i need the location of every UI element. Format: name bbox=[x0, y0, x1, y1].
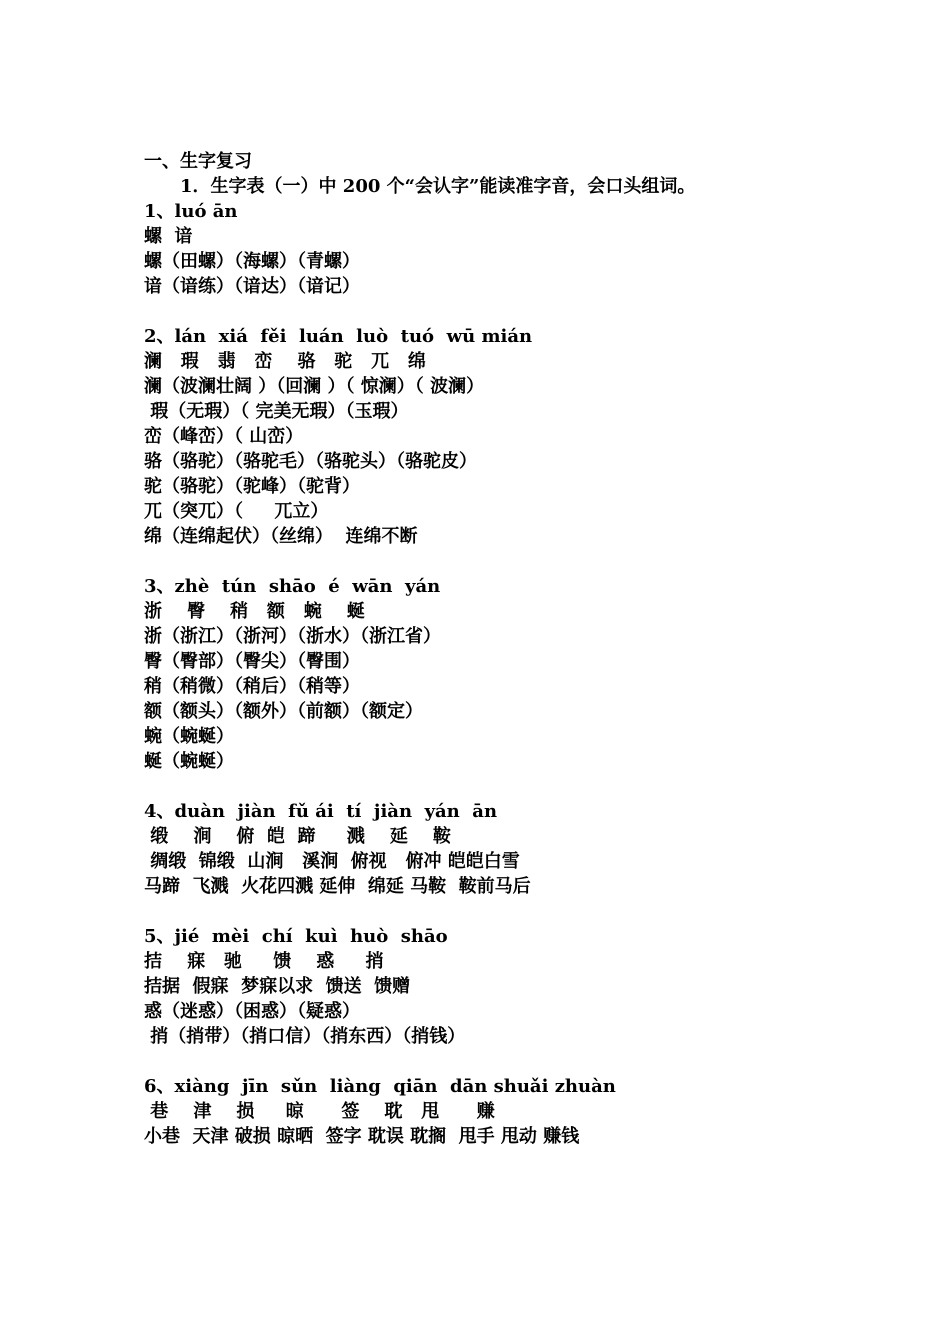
pinyin-line: 3、zhè tún shāo é wān yán bbox=[144, 576, 441, 597]
section-6 bbox=[144, 1074, 864, 1149]
word-line: 马蹄 飞溅 火花四溅 延伸 绵延 马鞍 鞍前马后 bbox=[144, 876, 531, 897]
chars-line: 拮 寐 驰 馈 惑 捎 bbox=[144, 951, 384, 972]
chars-line: 缎 涧 俯 皑 蹄 溅 延 鞍 bbox=[144, 826, 451, 847]
word-line: 兀（突兀）（ 兀立） bbox=[144, 501, 329, 522]
spacer bbox=[144, 774, 864, 799]
word-line: 拮据 假寐 梦寐以求 馈送 馈赠 bbox=[144, 976, 411, 997]
spacer bbox=[144, 899, 864, 924]
pinyin-line: 2、lán xiá fěi luán luò tuó wū mián bbox=[144, 326, 533, 347]
word-line: 骆（骆驼）（骆驼毛）（骆驼头）（骆驼皮） bbox=[144, 451, 477, 472]
chars-line: 巷 津 损 晾 签 耽 甩 赚 bbox=[144, 1101, 495, 1122]
word-line: 惑（迷惑）（困惑）（疑惑） bbox=[144, 1001, 360, 1022]
spacer bbox=[144, 549, 864, 574]
section-2 bbox=[144, 324, 864, 549]
section-5 bbox=[144, 924, 864, 1049]
document-body bbox=[144, 149, 864, 1149]
word-line: 绸缎 锦缎 山涧 溪涧 俯视 俯冲 皑皑白雪 bbox=[144, 851, 520, 872]
word-line: 额（额头）（额外）（前额）（额定） bbox=[144, 701, 423, 722]
section-1 bbox=[144, 199, 864, 299]
word-line: 小巷 天津 破损 晾晒 签字 耽误 耽搁 甩手 甩动 赚钱 bbox=[144, 1126, 580, 1147]
section-heading: 一、生字复习 bbox=[144, 151, 252, 172]
intro-line: 1．生字表（一）中 200 个“会认字”能读准字音，会口头组词。 bbox=[180, 176, 696, 197]
word-line: 浙（浙江）（浙河）（浙水）（浙江省） bbox=[144, 626, 441, 647]
section-4 bbox=[144, 799, 864, 899]
chars-line: 澜 瑕 翡 峦 骆 驼 兀 绵 bbox=[144, 351, 426, 372]
word-line: 驼（骆驼）（驼峰）（驼背） bbox=[144, 476, 360, 497]
word-line: 绵（连绵起伏）（丝绵） 连绵不断 bbox=[144, 526, 418, 547]
word-line: 蜿（蜿蜒） bbox=[144, 726, 234, 747]
chars-line: 螺 谙 bbox=[144, 226, 193, 247]
pinyin-line: 4、duàn jiàn fǔ ái tí jiàn yán ān bbox=[144, 801, 498, 822]
section-3 bbox=[144, 574, 864, 774]
word-line: 螺（田螺）（海螺）（青螺） bbox=[144, 251, 360, 272]
pinyin-line: 5、jié mèi chí kuì huò shāo bbox=[144, 926, 448, 947]
word-line: 峦（峰峦）（ 山峦） bbox=[144, 426, 304, 447]
word-line: 瑕（无瑕）（ 完美无瑕）（玉瑕） bbox=[144, 401, 409, 422]
spacer bbox=[144, 299, 864, 324]
word-line: 捎（捎带）（捎口信）（捎东西）（捎钱） bbox=[144, 1026, 466, 1047]
pinyin-line: 1、luó ān bbox=[144, 201, 238, 222]
word-line: 澜（波澜壮阔 ）（回澜 ）（ 惊澜）（ 波澜） bbox=[144, 376, 485, 397]
spacer bbox=[144, 1049, 864, 1074]
pinyin-line: 6、xiàng jīn sǔn liàng qiān dān shuǎi zhuàn bbox=[144, 1076, 616, 1097]
word-line: 臀（臀部）（臀尖）（臀围） bbox=[144, 651, 360, 672]
word-line: 谙（谙练）（谙达）（谙记） bbox=[144, 276, 360, 297]
word-line: 稍（稍微）（稍后）（稍等） bbox=[144, 676, 360, 697]
word-line: 蜒（蜿蜒） bbox=[144, 751, 234, 772]
chars-line: 浙 臀 稍 额 蜿 蜒 bbox=[144, 601, 365, 622]
